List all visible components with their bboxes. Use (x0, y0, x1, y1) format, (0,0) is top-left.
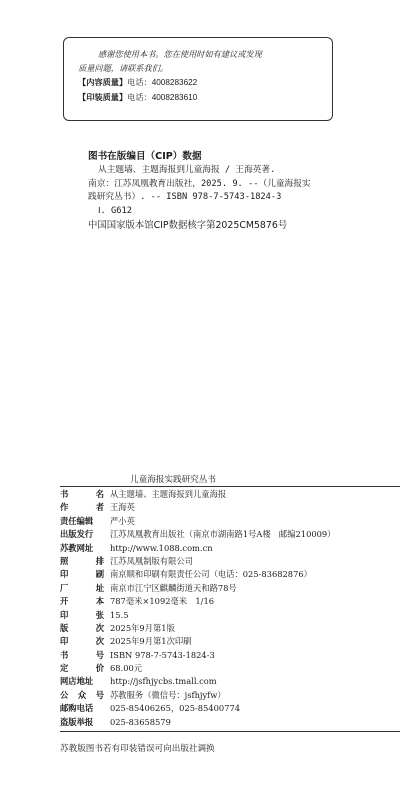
info-row (60, 689, 400, 702)
info-key-part: 刷 (95, 569, 104, 580)
info-row (60, 542, 400, 555)
notice-intro-line2: 质量问题，请联系我们。 (78, 63, 169, 73)
info-key-part: 印 (60, 609, 69, 620)
info-value: http://www.1088.com.cn (110, 542, 213, 553)
print-quality-phone: 电话：4008283610 (127, 93, 198, 102)
info-key (60, 609, 104, 622)
info-key-part: 出版发行 (60, 529, 94, 540)
info-key-part: 版 (60, 622, 69, 633)
info-row (60, 488, 400, 501)
info-key-part: 印 (60, 636, 69, 647)
info-row (60, 622, 400, 635)
info-value: 江苏凤凰制版有限公司 (110, 555, 193, 566)
info-row (60, 515, 400, 528)
content-quality-row (78, 75, 322, 90)
info-value: http://jsfhjycbs.tmall.com (110, 676, 217, 687)
info-key (60, 501, 104, 514)
info-value: 15.5 (110, 609, 129, 620)
info-key-part: 网店地址 (60, 676, 94, 687)
info-row (60, 528, 400, 541)
info-key-part: 者 (95, 502, 104, 513)
info-row (60, 635, 400, 648)
info-row (60, 609, 400, 622)
info-row (60, 702, 400, 715)
cip-line-2: 南京：江苏凤凰教育出版社，2025. 9. --（儿童海报实 (88, 178, 311, 189)
info-key (60, 716, 104, 729)
info-key-part: 张 (95, 609, 104, 620)
info-key-part: 本 (95, 596, 104, 607)
info-value: 025-85406265，025-85400774 (110, 703, 241, 714)
info-row (60, 595, 400, 608)
info-key (60, 689, 104, 702)
info-key-part: 书 (60, 649, 69, 660)
info-value: 2025年9月第1次印刷 (110, 636, 192, 647)
info-key-part: 苏教网址 (60, 542, 94, 553)
cip-block (88, 150, 408, 233)
info-key-part: 印 (60, 569, 69, 580)
info-key-part: 盗版举报 (60, 716, 94, 727)
print-quality-label: 【印装质量】 (78, 92, 128, 102)
info-value: 苏教服务（微信号：jsfhjyfw） (110, 689, 226, 700)
info-value: 从主题墙、主题海报到儿童海报 (110, 489, 227, 499)
info-key (60, 528, 104, 541)
cip-number: 中国国家版本馆CIP数据核字第2025CM5876号 (88, 220, 288, 231)
info-value: 严小英 (110, 515, 135, 526)
print-quality-row (78, 90, 322, 105)
info-key (60, 675, 104, 688)
content-quality-phone: 电话：4008283622 (127, 78, 198, 87)
info-key (60, 662, 104, 675)
info-bottom-rule (60, 731, 400, 732)
info-row (60, 662, 400, 675)
info-top-rule (60, 486, 400, 487)
info-value: 68.00元 (110, 663, 143, 674)
info-key-part: 号 (95, 689, 104, 700)
cip-line-4: Ⅰ. G612 (98, 205, 132, 216)
info-key-part: 书 (60, 489, 69, 499)
info-key (60, 568, 104, 581)
info-row (60, 716, 400, 729)
info-row (60, 568, 400, 581)
info-key-part: 次 (95, 622, 104, 633)
info-value: 王海英 (110, 502, 135, 513)
info-key (60, 649, 104, 662)
info-key-part: 次 (95, 636, 104, 647)
info-key (60, 488, 104, 501)
info-key (60, 515, 104, 528)
info-key (60, 555, 104, 568)
info-row (60, 555, 400, 568)
copyright-info-table (60, 486, 400, 732)
info-key (60, 582, 104, 595)
quality-notice-box (63, 37, 333, 121)
info-key-part: 作 (60, 502, 69, 513)
content-quality-label: 【内容质量】 (78, 77, 128, 87)
cip-title: 图书在版编目（CIP）数据 (88, 151, 202, 162)
info-row (60, 675, 400, 688)
info-value: 江苏凤凰教育出版社（南京市湖南路1号A楼 邮编210009） (110, 529, 336, 540)
series-name: 儿童海报实践研究丛书 (130, 475, 216, 485)
notice-intro-line1: 感谢您使用本书。您在使用时如有建议或发现 (98, 49, 262, 59)
info-key-part: 责任编辑 (60, 515, 94, 526)
info-value: 2025年9月第1版 (110, 622, 175, 633)
info-key-part: 排 (95, 555, 104, 566)
info-key-part: 名 (95, 489, 104, 499)
info-key (60, 702, 104, 715)
info-key-part: 价 (95, 663, 104, 674)
info-key-part: 定 (60, 663, 69, 674)
info-key-part: 照 (60, 555, 69, 566)
info-row (60, 501, 400, 514)
info-value: 025-83658579 (110, 716, 171, 727)
info-key-part: 邮购电话 (60, 703, 94, 714)
info-value: 南京市江宁区麒麟街道天和路78号 (110, 582, 237, 593)
info-key-part: 址 (95, 582, 104, 593)
info-key-part: 号 (95, 649, 104, 660)
info-key (60, 635, 104, 648)
footer-note: 苏教版图书若有印装错误可向出版社调换 (60, 744, 215, 754)
info-row (60, 649, 400, 662)
info-row (60, 582, 400, 595)
info-key-part: 开 (60, 596, 69, 607)
cip-line-1: 从主题墙、主题海报到儿童海报 / 王海英著. (98, 165, 276, 175)
info-key-part: 厂 (60, 582, 69, 593)
info-value: 南京顺和印刷有限责任公司（电话：025-83682876） (110, 569, 312, 580)
info-key (60, 595, 104, 608)
info-key (60, 542, 104, 555)
cip-line-3: 践研究丛书）. -- ISBN 978-7-5743-1824-3 (88, 192, 282, 202)
info-key-part: 公 (60, 689, 69, 700)
info-key-part: 众 (77, 689, 87, 700)
info-value: ISBN 978-7-5743-1824-3 (110, 649, 215, 660)
info-key (60, 622, 104, 635)
info-value: 787毫米×1092毫米 1/16 (110, 596, 215, 607)
